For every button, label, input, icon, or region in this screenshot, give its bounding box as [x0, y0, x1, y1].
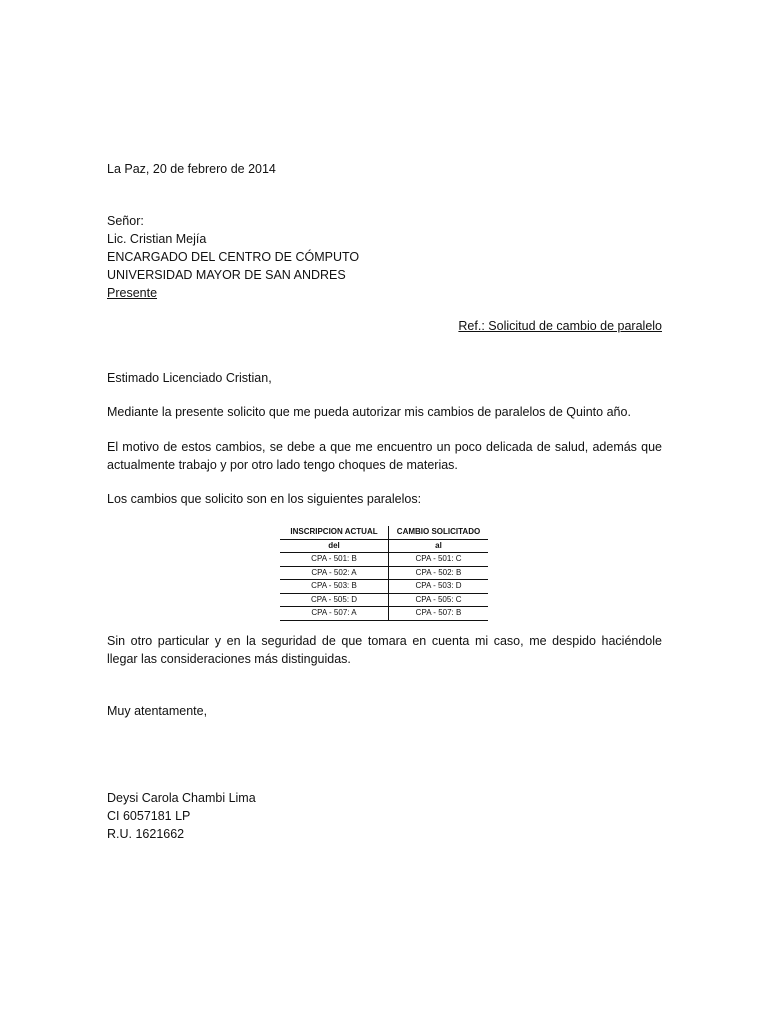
recipient-position: ENCARGADO DEL CENTRO DE CÓMPUTO — [107, 250, 360, 264]
table-subheader-from: del — [280, 539, 389, 553]
signature-name: Deysi Carola Chambi Lima — [107, 791, 256, 805]
table-row — [280, 607, 488, 621]
table-cell-requested: CPA - 505: C — [389, 593, 489, 607]
table-cell-requested: CPA - 503: D — [389, 580, 489, 594]
table-row — [280, 593, 488, 607]
table-subheader-to: al — [389, 539, 489, 553]
sign-off: Muy atentamente, — [107, 704, 208, 718]
schedule-change-table — [280, 526, 488, 621]
date-line: La Paz, 20 de febrero de 2014 — [107, 162, 276, 176]
table-subheader-row — [280, 539, 488, 553]
paragraph-closing: Sin otro particular y en la seguridad de que tomara en cuenta mi caso, me despido haciéndole llegar las consideraciones más distinguidas. — [107, 634, 662, 666]
paragraph-intro-table: Los cambios que solicito son en los siguientes paralelos: — [107, 492, 422, 506]
table-cell-requested: CPA - 502: B — [389, 566, 489, 580]
reference-line — [107, 317, 662, 335]
table-header-row — [280, 526, 488, 539]
reference-text: Ref.: Solicitud de cambio de paralelo — [458, 319, 662, 333]
signature-block — [107, 789, 662, 843]
table-cell-requested: CPA - 501: C — [389, 553, 489, 567]
table-cell-current: CPA - 502: A — [280, 566, 389, 580]
table-cell-current: CPA - 503: B — [280, 580, 389, 594]
table-cell-current: CPA - 507: A — [280, 607, 389, 621]
recipient-salutation-title: Señor: — [107, 214, 144, 228]
paragraph-reason: El motivo de estos cambios, se debe a que me encuentro un poco delicada de salud, además que actualmente trabajo y por otro lado tengo choques de materias. — [107, 440, 662, 472]
table-row — [280, 580, 488, 594]
recipient-name: Lic. Cristian Mejía — [107, 232, 207, 246]
table-cell-current: CPA - 501: B — [280, 553, 389, 567]
recipient-block — [107, 212, 662, 302]
paragraph-request: Mediante la presente solicito que me pueda autorizar mis cambios de paralelos de Quinto año. — [107, 405, 631, 419]
recipient-presente: Presente — [107, 286, 158, 300]
greeting: Estimado Licenciado Cristian, — [107, 371, 272, 385]
table-row — [280, 566, 488, 580]
table-header-requested: CAMBIO SOLICITADO — [389, 526, 489, 539]
table-cell-requested: CPA - 507: B — [389, 607, 489, 621]
table-row — [280, 553, 488, 567]
recipient-institution: UNIVERSIDAD MAYOR DE SAN ANDRES — [107, 268, 346, 282]
table-cell-current: CPA - 505: D — [280, 593, 389, 607]
signature-ci: CI 6057181 LP — [107, 809, 191, 823]
table-header-current: INSCRIPCION ACTUAL — [280, 526, 389, 539]
signature-ru: R.U. 1621662 — [107, 827, 185, 841]
